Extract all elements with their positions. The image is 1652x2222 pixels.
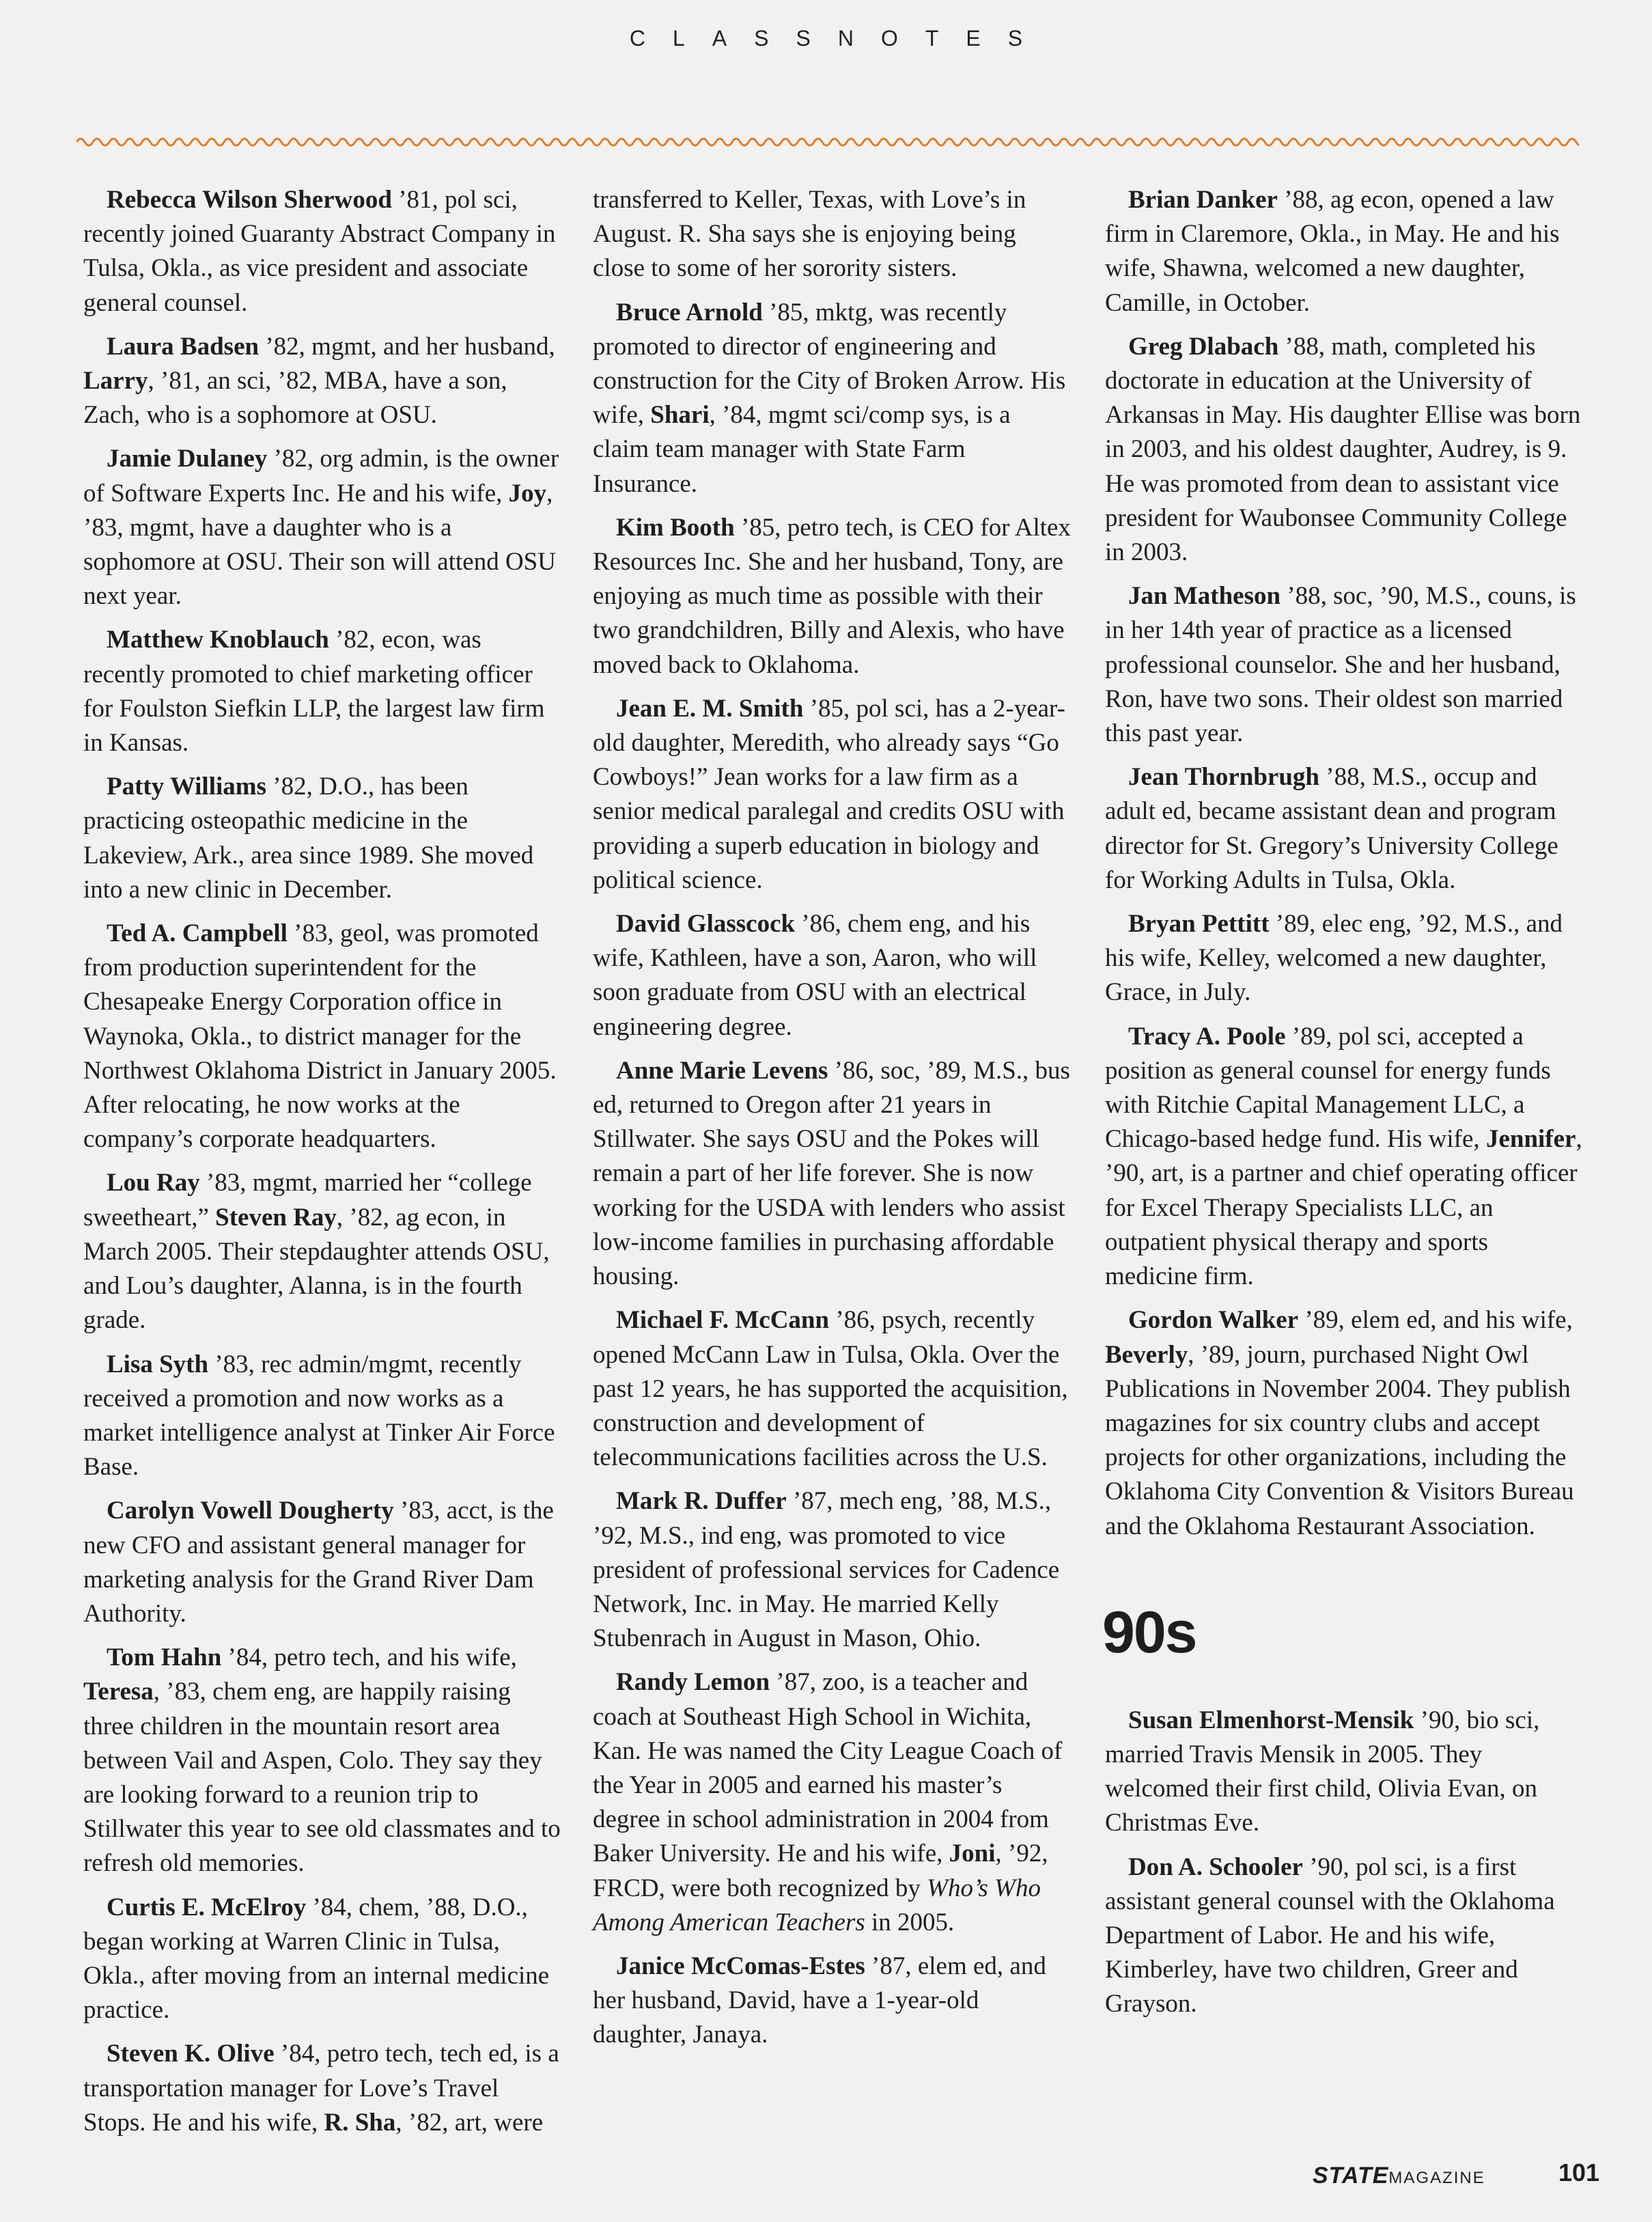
alumni-name: Lisa Syth [107,1350,209,1378]
class-note-entry [83,917,561,1156]
class-note-entry [593,511,1071,682]
entry-text: ’84, petro tech, and his wife, [221,1643,517,1672]
alumni-name: Larry [83,367,148,395]
entry-text: in 2005. [865,1908,955,1936]
publication-title: Who’s Who Among American Teachers [593,1874,1041,1936]
alumni-name: Michael F. McCann [616,1306,830,1335]
entry-text: , ’83, mgmt, have a daughter who is a sophomore at OSU. Their son will attend OSU next year. [83,479,556,611]
class-note-entry [1105,1704,1583,1841]
entry-text: ’90, pol sci, is a first assistant general counsel with the Oklahoma Department of Labor. He and his wife, Kimberley, have two children, Greer and Grayson. [1105,1852,1555,2018]
class-note-entry [1105,760,1583,898]
entry-text: ’85, petro tech, is CEO for Altex Resources Inc. She and her husband, Tony, are enjoying as much time as possible with their two grandchildren, Billy and Alexis, who have moved back to Oklahoma. [593,513,1071,679]
alumni-name: Brian Danker [1128,186,1278,214]
page-number: 101 [1558,2158,1600,2186]
magazine-logo [1313,2163,1485,2189]
alumni-name: Curtis E. McElroy [107,1893,307,1921]
alumni-name: Teresa [83,1678,154,1706]
class-note-entry [83,2037,561,2140]
entry-text: , ’82, art, were [395,2108,544,2137]
entry-text: transferred to Keller, Texas, with Love’s in August. R. Sha says she is enjoying being close to some of her sorority sisters. [593,186,1026,283]
entry-text: ’86, chem eng, and his wife, Kathleen, have a son, Aaron, who will soon graduate from OSU with an electrical engineering degree. [593,910,1037,1041]
class-note-entry [593,1303,1071,1475]
alumni-name: Jan Matheson [1128,582,1281,611]
alumni-name: Jean E. M. Smith [616,694,804,723]
alumni-name: Don A. Schooler [1128,1852,1303,1881]
entry-text: ’89, pol sci, accepted a position as general counsel for energy funds with Ritchie Capital Management LLC, a Chicago-based hedge fund. His wife, [1105,1022,1551,1154]
section-header: CLASSNOTES [629,26,1050,51]
entry-text: ’89, elec eng, ’92, M.S., and his wife, Kelley, welcomed a new daughter, Grace, in July. [1105,910,1563,1007]
alumni-name: Joni [949,1839,996,1868]
class-note-entry [83,183,561,320]
entry-text: , ’89, journ, purchased Night Owl Publications in November 2004. They publish magazines for six country clubs and accept projects for other organizations, including the Oklahoma City Convention & Visitors Bureau and the Oklahoma Restaurant Association. [1105,1340,1574,1540]
alumni-name: Mark R. Duffer [616,1487,787,1516]
column-3 [1102,183,1583,2031]
class-note-entry [593,183,1071,286]
alumni-name: Ted A. Campbell [107,919,288,948]
class-note-entry [593,1665,1071,1940]
column-2 [593,183,1071,2062]
entry-text: ’88, ag econ, opened a law firm in Claremore, Okla., in May. He and his wife, Shawna, welcomed a new daughter, Camille, in October. [1105,186,1560,317]
alumni-name: Laura Badsen [107,332,260,361]
alumni-name: Shari [650,401,710,430]
class-note-entry [593,1949,1071,2053]
class-note-entry [83,623,561,760]
class-note-entry [593,1054,1071,1294]
class-note-entry [83,442,561,613]
entry-text: ’90, bio sci, married Travis Mensik in 2005. They welcomed their first child, Olivia Evan, on Christmas Eve. [1105,1706,1540,1837]
class-note-entry [83,330,561,433]
entry-text: , ’92, FRCD, were both recognized by [593,1839,1048,1902]
entry-text: , ’81, an sci, ’82, MBA, have a son, Zach, who is a sophomore at OSU. [83,367,507,430]
entry-text: ’88, soc, ’90, M.S., couns, is in her 14th year of practice as a licensed professional counselor. She and her husband, Ron, have two sons. Their oldest son married this past year. [1105,582,1576,748]
class-note-entry [83,1494,561,1631]
alumni-name: Jamie Dulaney [107,445,268,473]
entry-text: ’82, org admin, is the owner of Software Experts Inc. He and his wife, [83,445,559,508]
class-note-entry [1105,183,1583,320]
alumni-name: Bryan Pettitt [1128,910,1270,939]
entry-text: ’89, elem ed, and his wife, [1298,1306,1573,1335]
alumni-name: Gordon Walker [1128,1306,1299,1335]
alumni-name: R. Sha [324,2108,396,2137]
alumni-name: Beverly [1105,1340,1188,1369]
alumni-name: Kim Booth [616,513,735,542]
class-note-entry [83,1166,561,1337]
entry-text: ’82, mgmt, and her husband, [259,332,555,361]
class-note-entry [1105,907,1583,1010]
entry-text: ’87, mech eng, ’88, M.S., ’92, M.S., ind eng, was promoted to vice president of professional services for Cadence Network, Inc. in May. He married Kelly Stubenrach in August in Mason, Ohio. [593,1487,1060,1653]
alumni-name: Matthew Knoblauch [107,626,329,654]
decade-heading: 90s [1102,1599,1196,1665]
alumni-name: Susan Elmenhorst-Mensik [1128,1706,1414,1734]
alumni-name: Bruce Arnold [616,298,763,327]
class-note-entry [83,1348,561,1485]
entry-text: ’84, chem, ’88, D.O., began working at Warren Clinic in Tulsa, Okla., after moving from an internal medicine practice. [83,1893,550,2025]
class-note-entry [593,692,1071,898]
class-note-entry [1105,330,1583,570]
entry-text: ’83, rec admin/mgmt, recently received a promotion and now works as a market intelligence analyst at Tinker Air Force Base. [83,1350,555,1482]
alumni-name: Anne Marie Levens [616,1056,828,1085]
entry-text: ’85, mktg, was recently promoted to director of engineering and construction for the City of Broken Arrow. His wife, [593,298,1066,430]
entry-text: , ’83, chem eng, are happily raising three children in the mountain resort area between Vail and Aspen, Colo. They say they are looking forward to a reunion trip to Stillwater this year to see old classmates and to refresh old memories. [83,1678,561,1878]
entry-text: ’85, pol sci, has a 2-year-old daughter, Meredith, who already says “Go Cowboys!” Jean works for a law firm as a senior medical paralegal and credits OSU with providing a superb education in biology and political science. [593,694,1065,894]
entry-text: ’86, psych, recently opened McCann Law in Tulsa, Okla. Over the past 12 years, he has supported the acquisition, construction and development of telecommunications facilities across the U.S. [593,1306,1068,1472]
alumni-name: David Glasscock [616,910,796,939]
entry-text: ’81, pol sci, recently joined Guaranty Abstract Company in Tulsa, Okla., as vice president and associate general counsel. [83,186,556,317]
class-note-entry [593,1484,1071,1656]
alumni-name: Randy Lemon [616,1668,770,1697]
entry-text: ’82, econ, was recently promoted to chief marketing officer for Foulston Siefkin LLP, the largest law firm in Kansas. [83,626,545,758]
alumni-name: Steven K. Olive [107,2040,275,2068]
class-note-entry [1105,579,1583,751]
entry-text: ’88, math, completed his doctorate in education at the University of Arkansas in May. His daughter Ellise was born in 2003, and his oldest daughter, Audrey, is 9. He was promoted from dean to assistant vice president for Waubonsee Community College in 2003. [1105,332,1581,567]
alumni-name: Tom Hahn [107,1643,222,1672]
class-note-entry [1105,1303,1583,1543]
alumni-name: Joy [508,479,547,508]
entry-text: ’83, mgmt, married her “college sweetheart,” [83,1169,532,1232]
entry-text: ’87, zoo, is a teacher and coach at Southeast High School in Wichita, Kan. He was named the City League Coach of the Year in 2005 and earned his master’s degree in school administration in 2004 from Baker University. He and his wife, [593,1668,1063,1868]
entry-text: ’88, M.S., occup and adult ed, became assistant dean and program director for St. Gregory’s University College for Working Adults in Tulsa, Okla. [1105,763,1558,894]
entry-text: ’82, D.O., has been practicing osteopathic medicine in the Lakeview, Ark., area since 1989. She moved into a new clinic in December. [83,773,534,904]
wavy-divider-line [76,139,1579,145]
alumni-name: Lou Ray [107,1169,200,1197]
entry-text: ’87, elem ed, and her husband, David, have a 1-year-old daughter, Janaya. [593,1952,1046,2049]
class-note-entry [1105,1850,1583,2022]
class-note-entry [83,770,561,907]
alumni-name: Rebecca Wilson Sherwood [107,186,392,214]
column-1 [83,183,561,2150]
class-note-entry [1105,1020,1583,1294]
alumni-name: Steven Ray [215,1203,337,1232]
entry-text: , ’90, art, is a partner and chief operating officer for Excel Therapy Specialists LLC, an outpatient physical therapy and sports medicine firm. [1105,1125,1582,1291]
alumni-name: Carolyn Vowell Dougherty [107,1497,394,1525]
entry-text: ’83, geol, was promoted from production superintendent for the Chesapeake Energy Corporation office in Waynoka, Okla., to district manager for the Northwest Oklahoma District in January 2005. After relocating, he now works at the company’s corporate headquarters. [83,919,557,1154]
class-note-entry [593,296,1071,501]
entry-text: , ’82, ag econ, in March 2005. Their stepdaughter attends OSU, and Lou’s daughter, Alanna, is in the fourth grade. [83,1203,550,1335]
logo-state: STATE [1313,2163,1389,2189]
entry-text: ’86, soc, ’89, M.S., bus ed, returned to Oregon after 21 years in Stillwater. She says OSU and the Pokes will remain a part of her life forever. She is now working for the USDA with lenders who assist low-income families in purchasing affordable housing. [593,1056,1070,1291]
entry-text: ’84, petro tech, tech ed, is a transportation manager for Love’s Travel Stops. He and his wife, [83,2040,559,2137]
alumni-name: Janice McComas-Estes [616,1952,865,1980]
alumni-name: Greg Dlabach [1128,332,1279,361]
alumni-name: Tracy A. Poole [1128,1022,1286,1051]
alumni-name: Jennifer [1485,1125,1576,1154]
wavy-divider [76,130,1579,154]
alumni-name: Patty Williams [107,773,266,801]
class-note-entry [593,907,1071,1044]
entry-text: ’83, acct, is the new CFO and assistant general manager for marketing analysis for the Grand River Dam Authority. [83,1497,554,1628]
entry-text: , ’84, mgmt sci/comp sys, is a claim team manager with State Farm Insurance. [593,401,1011,498]
class-note-entry [83,1641,561,1880]
class-note-entry [83,1891,561,2028]
logo-magazine: MAGAZINE [1388,2169,1485,2187]
alumni-name: Jean Thornbrugh [1128,763,1319,792]
